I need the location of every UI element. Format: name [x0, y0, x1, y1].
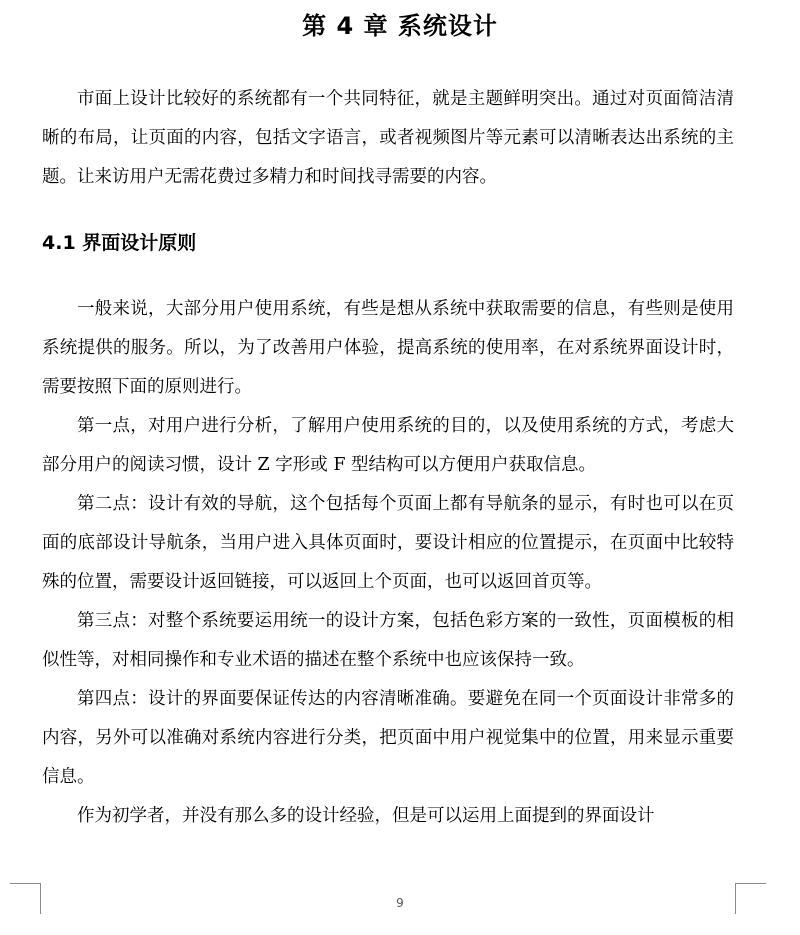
paragraph-overview: 一般来说，大部分用户使用系统，有些是想从系统中获取需要的信息，有些则是使用系统提供的服务。所以，为了改善用户体验，提高系统的使用率，在对系统界面设计时，需要按照下面的原则进行。	[42, 299, 734, 397]
paragraph-point-three: 第三点：对整个系统要运用统一的设计方案，包括色彩方案的一致性，页面模板的相似性等，对相同操作和专业术语的描述在整个系统中也应该保持一致。	[42, 611, 734, 670]
section-body	[42, 290, 734, 836]
intro-paragraph: 市面上设计比较好的系统都有一个共同特征，就是主题鲜明突出。通过对页面简洁清晰的布局，让页面的内容，包括文字语言，或者视频图片等元素可以清晰表达出系统的主题。让来访用户无需花费过多精力和时间找寻需要的内容。	[42, 89, 734, 187]
page-number: 9	[396, 896, 404, 910]
paragraph-point-one: 第一点，对用户进行分析，了解用户使用系统的目的，以及使用系统的方式，考虑大部分用户的阅读习惯，设计 Z 字形或 F 型结构可以方便用户获取信息。	[42, 416, 734, 475]
section-heading: 4.1 界面设计原则	[42, 232, 197, 254]
chapter-title: 第 4 章 系统设计	[302, 12, 498, 40]
paragraph-point-four: 第四点：设计的界面要保证传达的内容清晰准确。要避免在同一个页面设计非常多的内容，另外可以准确对系统内容进行分类，把页面中用户视觉集中的位置，用来显示重要信息。	[42, 689, 734, 787]
paragraph-point-two: 第二点：设计有效的导航，这个包括每个页面上都有导航条的显示，有时也可以在页面的底部设计导航条，当用户进入具体页面时，要设计相应的位置提示，在页面中比较特殊的位置，需要设计返回链接，可以返回上个页面，也可以返回首页等。	[42, 494, 734, 592]
paragraph-closing: 作为初学者，并没有那么多的设计经验，但是可以运用上面提到的界面设计	[77, 806, 655, 826]
intro-section	[42, 80, 734, 197]
